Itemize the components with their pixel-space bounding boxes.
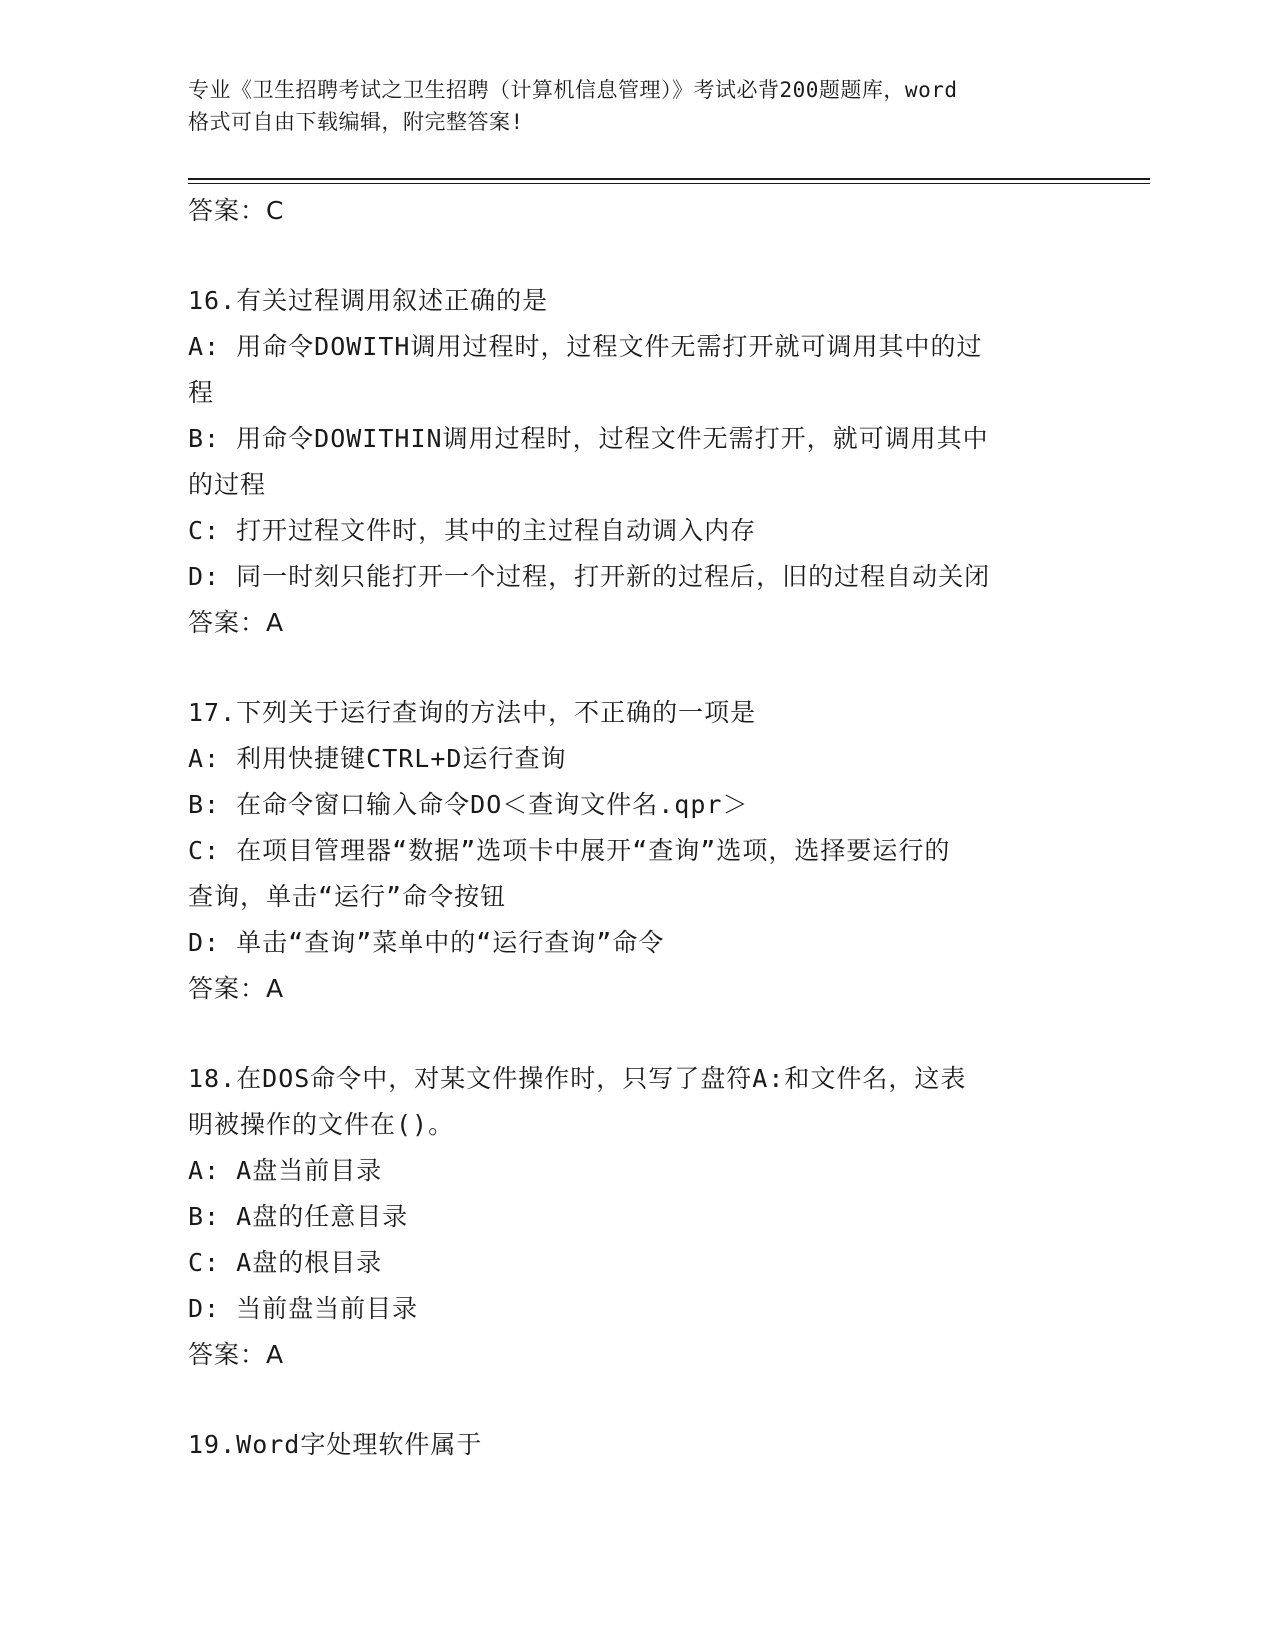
option-b: B: A盘的任意目录 (188, 1202, 409, 1231)
option-a: A: A盘当前目录 (188, 1156, 383, 1185)
question-stem: 16.有关过程调用叙述正确的是 (188, 286, 549, 315)
header-line-1: 专业《卫生招聘考试之卫生招聘（计算机信息管理）》考试必背200题题库，word (188, 78, 958, 102)
document-body (188, 188, 1088, 1468)
option-c (188, 828, 1088, 920)
question-block (188, 1056, 1088, 1378)
option-d: D: 同一时刻只能打开一个过程，打开新的过程后，旧的过程自动关闭 (188, 562, 991, 591)
option-line: C: 在项目管理器“数据”选项卡中展开“查询”选项，选择要运行的 (188, 836, 951, 865)
answer-line: 答案：A (188, 608, 285, 637)
question-stem (188, 1056, 1088, 1148)
answer-line: 答案：A (188, 974, 285, 1003)
option-line: 的过程 (188, 470, 267, 499)
answer-line: 答案：A (188, 1340, 285, 1369)
option-line: A: 用命令DOWITH调用过程时，过程文件无需打开就可调用其中的过 (188, 332, 983, 361)
option-d: D: 当前盘当前目录 (188, 1294, 419, 1323)
option-b (188, 416, 1088, 508)
question-block (188, 690, 1088, 1012)
stem-line: 明被操作的文件在()。 (188, 1110, 455, 1139)
option-a (188, 324, 1088, 416)
option-line: 查询，单击“运行”命令按钮 (188, 882, 507, 911)
header-rule-thick (188, 178, 1150, 180)
question-block (188, 1422, 1088, 1468)
option-c: C: A盘的根目录 (188, 1248, 383, 1277)
header-line-2: 格式可自由下载编辑，附完整答案! (188, 110, 524, 134)
question-stem: 17.下列关于运行查询的方法中，不正确的一项是 (188, 698, 757, 727)
header-rule-thin (188, 183, 1150, 184)
option-line: 程 (188, 378, 215, 407)
page-header (188, 74, 1088, 138)
option-a: A: 利用快捷键CTRL+D运行查询 (188, 744, 567, 773)
question-block (188, 278, 1088, 646)
stem-line: 18.在DOS命令中，对某文件操作时，只写了盘符A:和文件名，这表 (188, 1064, 967, 1093)
option-line: B: 用命令DOWITHIN调用过程时，过程文件无需打开，就可调用其中 (188, 424, 989, 453)
question-stem: 19.Word字处理软件属于 (188, 1430, 483, 1459)
option-c: C: 打开过程文件时，其中的主过程自动调入内存 (188, 516, 757, 545)
answer-line: 答案：C (188, 196, 285, 225)
option-b: B: 在命令窗口输入命令DO＜查询文件名.qpr＞ (188, 790, 749, 819)
option-d: D: 单击“查询”菜单中的“运行查询”命令 (188, 928, 665, 957)
